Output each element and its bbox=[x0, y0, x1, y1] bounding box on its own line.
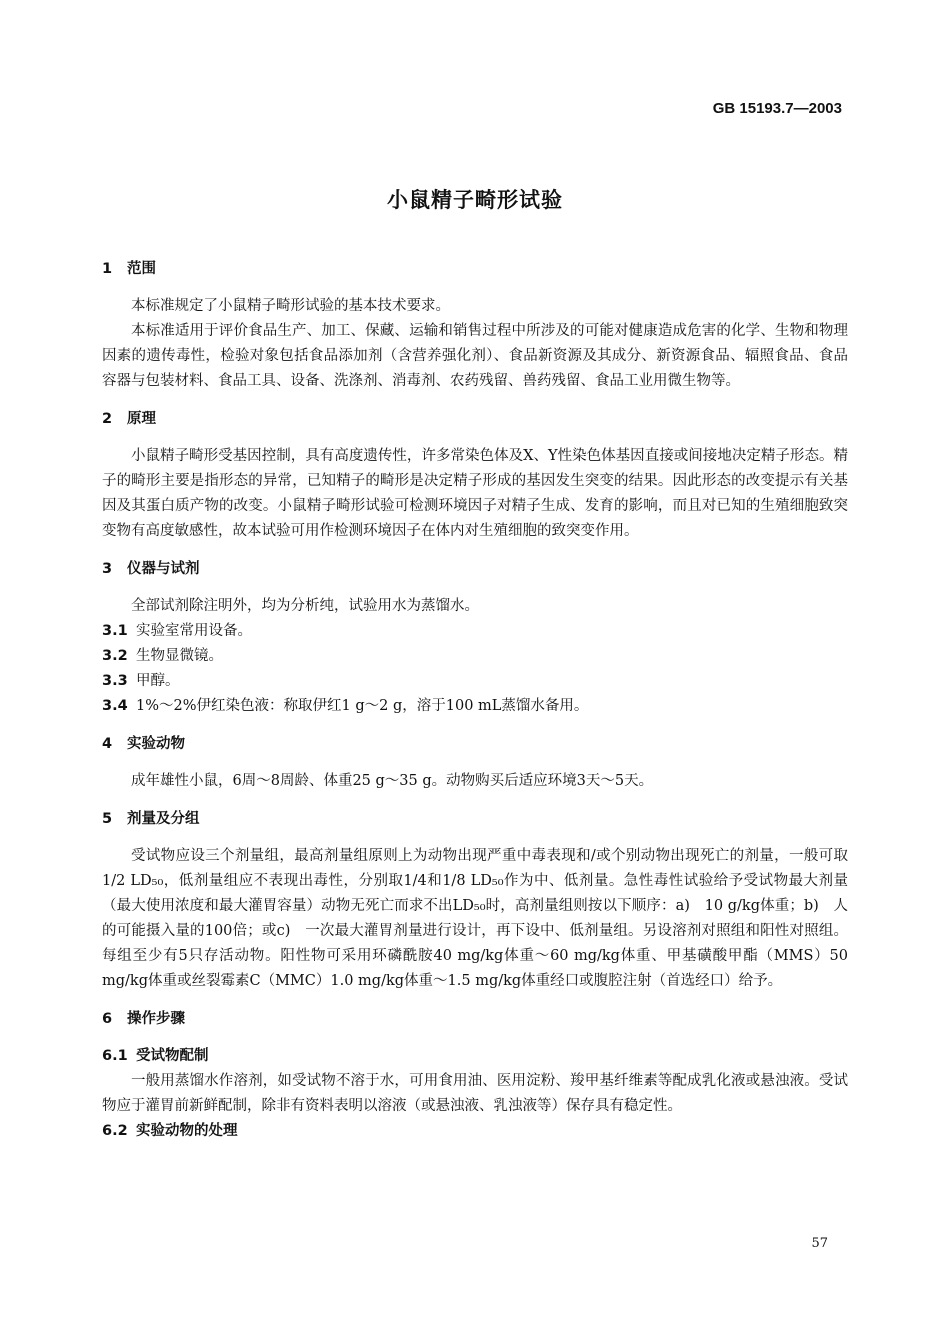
section-title: 仪器与试剂 bbox=[127, 561, 200, 577]
item-text: 生物显微镜。 bbox=[136, 648, 223, 664]
paragraph: 小鼠精子畸形受基因控制，具有高度遗传性，许多常染色体及X、Y性染色体基因直接或间接地决定精子形态。精子的畸形主要是指形态的异常，已知精子的畸形是决定精子形成的基因发生突变的结果。因此形态的改变提示有关基因及其蛋白质产物的改变。小鼠精子畸形试验可检测环境因子对精子生成、发育的影响，而且对已知的生殖细胞致突变物有高度敏感性，故本试验可用作检测环境因子在体内对生殖细胞的致突变作用。 bbox=[102, 448, 848, 539]
item-text: 实验室常用设备。 bbox=[136, 623, 252, 639]
section-3 bbox=[102, 558, 848, 719]
section-heading bbox=[102, 1008, 848, 1030]
section-heading bbox=[102, 258, 848, 280]
paragraph: 一般用蒸馏水作溶剂，如受试物不溶于水，可用食用油、医用淀粉、羧甲基纤维素等配成乳化液或悬浊液。受试物应于灌胃前新鲜配制，除非有资料表明以溶液（或悬浊液、乳浊液等）保存具有稳定性。 bbox=[102, 1073, 848, 1114]
section-number: 1 bbox=[102, 261, 113, 277]
section-number: 3 bbox=[102, 561, 113, 577]
list-item bbox=[102, 619, 848, 644]
paragraph: 成年雄性小鼠，6周～8周龄、体重25 g～35 g。动物购买后适应环境3天～5天。 bbox=[131, 773, 654, 789]
section-number: 6 bbox=[102, 1011, 113, 1027]
section-title: 实验动物 bbox=[127, 736, 185, 752]
section-number: 5 bbox=[102, 811, 113, 827]
section-heading bbox=[102, 408, 848, 430]
paragraph: 全部试剂除注明外，均为分析纯，试验用水为蒸馏水。 bbox=[131, 598, 479, 614]
list-item bbox=[102, 669, 848, 694]
item-number: 3.2 bbox=[102, 648, 128, 664]
paragraph: 受试物应设三个剂量组，最高剂量组原则上为动物出现严重中毒表现和/或个别动物出现死亡的剂量，一般可取1/2 LD₅₀，低剂量组应不表现出毒性，分别取1/4和1/8 LD₅₀作为中、低剂量。急性毒性试验给予受试物最大剂量（最大使用浓度和最大灌胃容量）动物无死亡而求不出LD₅₀时，高剂量组则按以下顺序：a) 10 g/kg体重；b) 人的可能摄入量的100倍；或c) 一次最大灌胃剂量进行设计，再下设中、低剂量组。另设溶剂对照组和阳性对照组。每组至少有5只存活动物。阳性物可采用环磷酰胺40 mg/kg体重～60 mg/kg体重、甲基磺酸甲酯（MMS）50 mg/kg体重或丝裂霉素C（MMC）1.0 mg/kg体重～1.5 mg/kg体重经口或腹腔注射（首选经口）给予。 bbox=[102, 848, 848, 989]
section-2 bbox=[102, 408, 848, 544]
list-item bbox=[102, 694, 848, 719]
section-5 bbox=[102, 808, 848, 994]
item-number: 3.4 bbox=[102, 698, 128, 714]
section-number: 2 bbox=[102, 411, 113, 427]
section-title: 操作步骤 bbox=[127, 1011, 185, 1027]
item-text: 甲醇。 bbox=[136, 673, 180, 689]
subsection-title: 实验动物的处理 bbox=[136, 1123, 238, 1139]
section-heading bbox=[102, 733, 848, 755]
subsection-number: 6.1 bbox=[102, 1048, 128, 1064]
item-text: 1%～2%伊红染色液：称取伊红1 g～2 g，溶于100 mL蒸馏水备用。 bbox=[136, 698, 589, 714]
section-4 bbox=[102, 733, 848, 794]
subsection-number: 6.2 bbox=[102, 1123, 128, 1139]
paragraph: 本标准规定了小鼠精子畸形试验的基本技术要求。 bbox=[131, 298, 450, 314]
section-title: 原理 bbox=[127, 411, 156, 427]
document-body bbox=[102, 258, 848, 1144]
page-title: 小鼠精子畸形试验 bbox=[387, 188, 563, 212]
section-6 bbox=[102, 1008, 848, 1144]
subsection-heading bbox=[102, 1119, 848, 1144]
list-item bbox=[102, 644, 848, 669]
subsection-heading bbox=[102, 1044, 848, 1069]
standard-code: GB 15193.7—2003 bbox=[712, 100, 842, 117]
section-heading bbox=[102, 558, 848, 580]
section-heading bbox=[102, 808, 848, 830]
section-number: 4 bbox=[102, 736, 113, 752]
paragraph: 本标准适用于评价食品生产、加工、保藏、运输和销售过程中所涉及的可能对健康造成危害的化学、生物和物理因素的遗传毒性，检验对象包括食品添加剂（含营养强化剂）、食品新资源及其成分、新资源食品、辐照食品、食品容器与包装材料、食品工具、设备、洗涤剂、消毒剂、农药残留、兽药残留、食品工业用微生物等。 bbox=[102, 323, 848, 389]
subsection-title: 受试物配制 bbox=[136, 1048, 209, 1064]
item-number: 3.3 bbox=[102, 673, 128, 689]
item-number: 3.1 bbox=[102, 623, 128, 639]
page-number: 57 bbox=[811, 1236, 828, 1251]
section-title: 剂量及分组 bbox=[127, 811, 200, 827]
section-1 bbox=[102, 258, 848, 394]
section-title: 范围 bbox=[127, 261, 156, 277]
